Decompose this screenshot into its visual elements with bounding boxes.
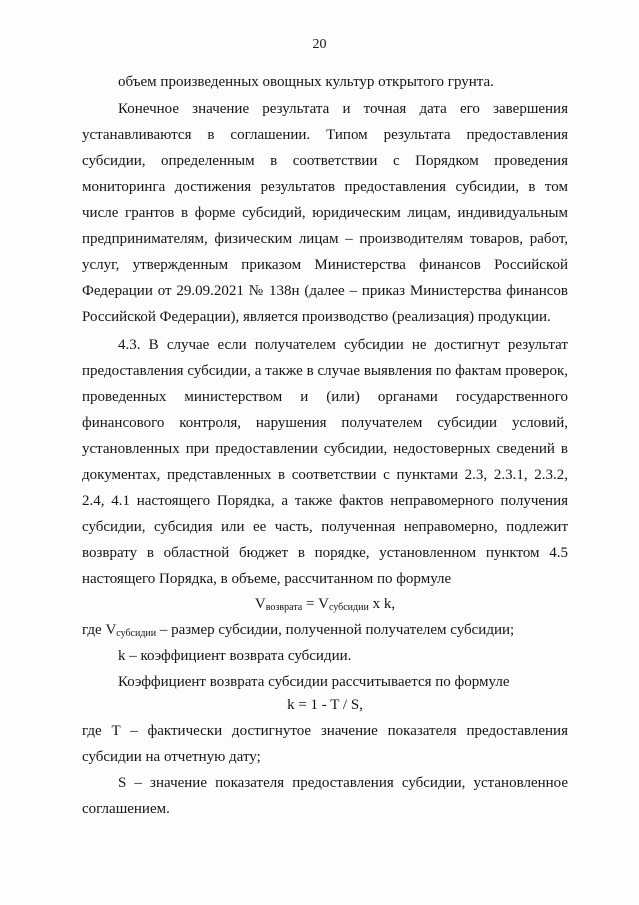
text-line: устанавливаются в соглашении. Типом результата предоставления [82, 127, 568, 143]
formula-coefficient: k = 1 - T / S, [287, 697, 363, 713]
text-line: Российской Федерации), является производство (реализация) продукции. [82, 309, 551, 325]
text-line: субсидии на отчетную дату; [82, 749, 261, 765]
text-line: предоставления субсидии, а также в случае выявления по фактам проверок, [82, 363, 568, 379]
text-line: Федерации от 29.09.2021 № 138н (далее – приказ Министерства финансов [82, 283, 568, 299]
text-line: предпринимателям, физическим лицам – производителям товаров, работ, [82, 231, 568, 247]
formula-symbol: x k, [368, 596, 396, 612]
text-line: документах, представленных в соответствии с пунктами 2.3, 2.3.1, 2.3.2, [82, 467, 568, 483]
text-line: соглашением. [82, 801, 170, 817]
text-line: услуг, утвержденным приказом Министерства финансов Российской [82, 257, 568, 273]
text-line: настоящего Порядка, в объеме, рассчитанном по формуле [82, 571, 452, 587]
text-line: Коэффициент возврата субсидии рассчитывается по формуле [118, 674, 510, 690]
formula-subscript: субсидии [328, 602, 369, 613]
text-line: возврату в областной бюджет в порядке, установленном пунктом 4.5 [82, 545, 568, 561]
page-number: 20 [312, 37, 327, 52]
text-line: 4.3. В случае если получателем субсидии не достигнут результат [118, 337, 568, 353]
text-line: субсидии, определенным в соответствии с Порядком проведения [82, 153, 568, 169]
text-line: объем произведенных овощных культур открытого грунта. [118, 74, 494, 90]
text-line: финансового контроля, нарушения получателем субсидии условий, [82, 415, 568, 431]
where-subscript: субсидии [116, 628, 157, 639]
formula-symbol: V [254, 596, 266, 612]
where-text: – размер субсидии, полученной получателем субсидии; [156, 622, 515, 638]
text-line: k – коэффициент возврата субсидии. [118, 648, 352, 664]
formula-return [82, 594, 568, 618]
formula-symbol: = V [302, 596, 329, 612]
text-line: Конечное значение результата и точная дата его завершения [118, 101, 568, 117]
text-line: 2.4, 4.1 настоящего Порядка, а также фактов неправомерного получения [82, 493, 568, 509]
text-line: установленных при предоставлении субсидии, недостоверных сведений в [82, 441, 568, 457]
where-line [82, 620, 568, 644]
text-line: числе грантов в форме субсидий, юридическим лицам, индивидуальным [82, 205, 568, 221]
text-line: мониторинга достижения результатов предоставления субсидии, в том [82, 179, 568, 195]
where-prefix: где V [82, 622, 117, 638]
text-line: где T – фактически достигнутое значение показателя предоставления [82, 723, 568, 739]
text-line: проведенных министерством и (или) органами государственного [82, 389, 568, 405]
text-line: субсидии, субсидия или ее часть, полученная неправомерно, подлежит [82, 519, 568, 535]
text-line: S – значение показателя предоставления субсидии, установленное [118, 775, 568, 791]
formula-subscript: возврата [265, 602, 303, 613]
